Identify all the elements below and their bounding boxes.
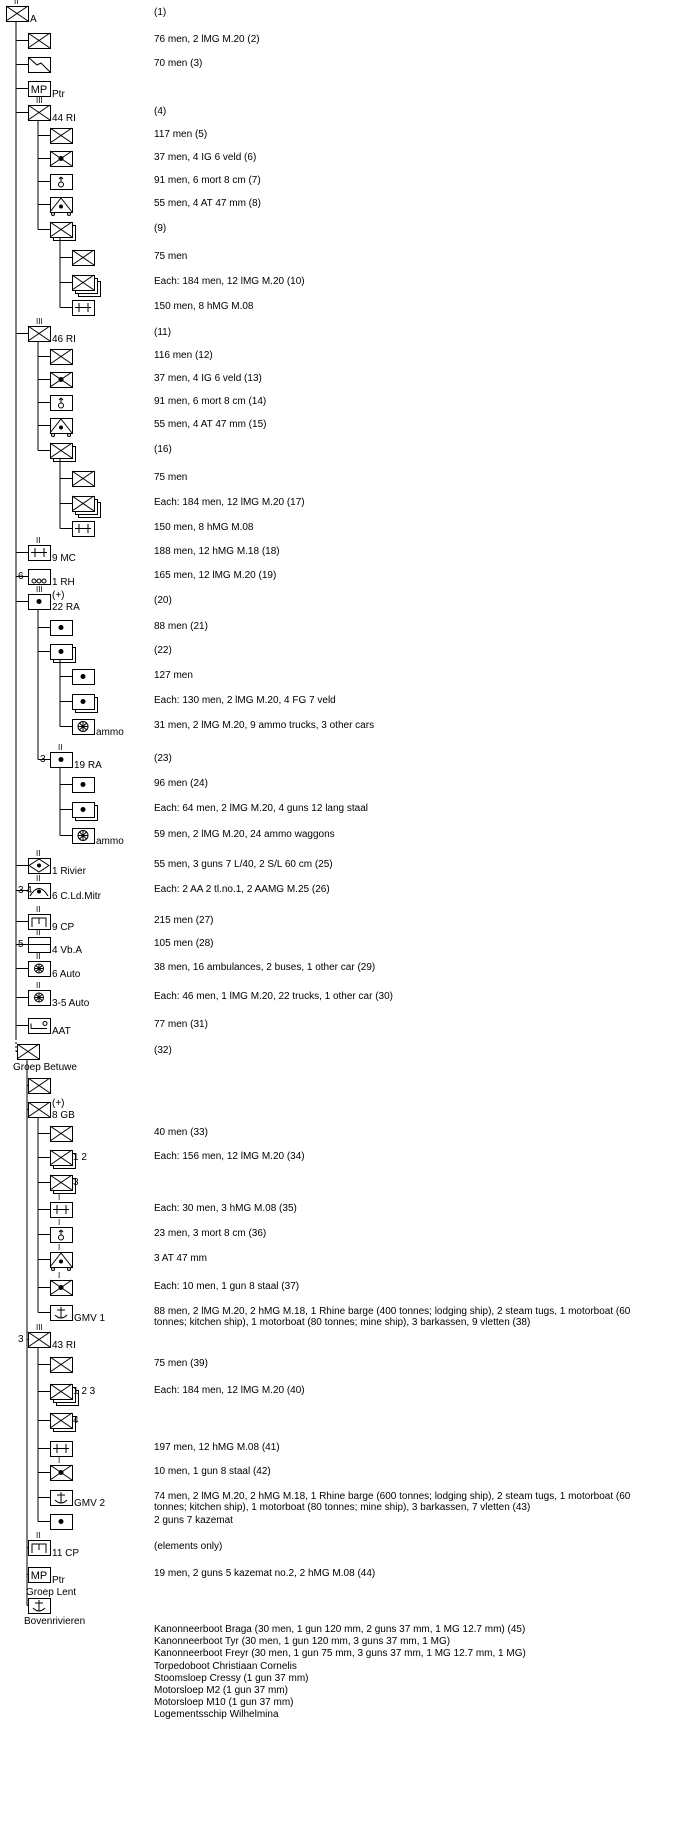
unit-description-50: Each: 10 men, 1 gun 8 staal (37)	[154, 1281, 300, 1292]
unit-label-29: ammo	[96, 727, 124, 738]
navy-vessel-3: Torpedoboot Christiaan Cornelis	[154, 1660, 297, 1672]
symbol-at-8-w1	[52, 213, 55, 216]
unit-description-44: 40 men (33)	[154, 1127, 208, 1138]
unit-label-35: 6 C.Ld.Mitr	[52, 891, 101, 902]
unit-description-45: Each: 156 men, 12 lMG M.20 (34)	[154, 1151, 305, 1162]
unit-description-10: 75 men	[154, 251, 188, 262]
unit-description-60: (elements only)	[154, 1541, 223, 1552]
symbol-at-49-w1	[52, 1268, 55, 1271]
unit-description-37: 105 men (28)	[154, 938, 214, 949]
multiplier-23: 6	[18, 571, 24, 582]
unit-description-13: (11)	[154, 327, 172, 338]
multiplier-30: 3	[40, 754, 46, 765]
unit-description-29: 31 men, 2 lMG M.20, 9 ammo trucks, 3 other cars	[154, 720, 375, 731]
echelon-mark-39: II	[36, 981, 41, 990]
reinforced-mark-43: (+)	[52, 1098, 65, 1109]
unit-box-40	[29, 1019, 51, 1034]
unit-label-0: A	[30, 14, 37, 25]
unit-description-17: 55 men, 4 AT 47 mm (15)	[154, 419, 267, 430]
unit-label-61: Ptr	[52, 1575, 65, 1586]
unit-label-24: 22 RA	[52, 602, 80, 613]
unit-description-32: Each: 64 men, 2 lMG M.20, 4 guns 12 lang staal	[154, 803, 369, 814]
unit-description-2: 70 men (3)	[154, 58, 203, 69]
unit-box-23	[29, 570, 51, 585]
unit-description-47: Each: 30 men, 3 hMG M.08 (35)	[154, 1203, 297, 1214]
battalion-numbers-54: 1 2 3	[73, 1386, 96, 1397]
unit-description-53: 75 men (39)	[154, 1358, 208, 1369]
navy-vessel-2: Kanonneerboot Freyr (30 men, 1 gun 75 mm, 3 guns 37 mm, 1 MG 12.7 mm, 1 MG)	[154, 1648, 526, 1660]
symbol-mp-61-text: MP	[30, 1570, 48, 1582]
unit-description-38: 38 men, 16 ambulances, 2 buses, 1 other car (29)	[154, 962, 376, 973]
unit-label-33: ammo	[96, 836, 124, 847]
unit-description-5: 117 men (5)	[154, 129, 208, 140]
unit-label-62: Bovenrivieren	[24, 1616, 86, 1627]
multiplier-35: 3 4	[18, 885, 32, 896]
unit-description-4: (4)	[154, 106, 167, 117]
unit-label-3: Ptr	[52, 89, 65, 100]
symbol-art-25-dot	[59, 625, 64, 630]
unit-label-38: 6 Auto	[52, 969, 81, 980]
echelon-mark-35: II	[36, 874, 41, 883]
navy-vessel-4: Stoomsloep Cressy (1 gun 37 mm)	[154, 1672, 309, 1684]
echelon-mark-48: I	[58, 1218, 61, 1227]
unit-description-59: 2 guns 7 kazemat	[154, 1515, 233, 1526]
symbol-at-8-dot	[59, 205, 63, 209]
unit-description-24: (20)	[154, 595, 172, 606]
unit-description-34: 55 men, 3 guns 7 L/40, 2 S/L 60 cm (25)	[154, 859, 333, 870]
unit-description-22: 188 men, 12 hMG M.18 (18)	[154, 546, 280, 557]
unit-description-12: 150 men, 8 hMG M.08	[154, 301, 254, 312]
symbol-art-59-dot	[59, 1519, 64, 1524]
unit-label-51: GMV 1	[74, 1313, 106, 1324]
unit-label-23: 1 RH	[52, 577, 75, 588]
symbol-art-28-dot	[81, 699, 86, 704]
navy-vessel-5: Motorsloep M2 (1 gun 37 mm)	[154, 1685, 288, 1696]
echelon-mark-60: II	[36, 1531, 41, 1540]
symbol-art-26-dot	[59, 649, 64, 654]
unit-description-27: 127 men	[154, 670, 193, 681]
unit-description-19: 75 men	[154, 472, 188, 483]
unit-description-61: 19 men, 2 guns 5 kazemat no.2, 2 hMG M.08 (44)	[154, 1568, 376, 1579]
unit-description-7: 91 men, 6 mort 8 cm (7)	[154, 175, 261, 186]
unit-description-20: Each: 184 men, 12 lMG M.20 (17)	[154, 497, 305, 508]
symbol-at-17-w1	[52, 434, 55, 437]
unit-label-60: 11 CP	[52, 1548, 80, 1559]
unit-label-52: 43 RI	[52, 1340, 76, 1351]
echelon-mark-13: III	[36, 317, 43, 326]
battalion-numbers-45: 1 2	[73, 1152, 87, 1163]
battalion-numbers-46: 3	[73, 1177, 79, 1188]
symbol-gun-15-dot	[59, 377, 64, 382]
unit-description-30: (23)	[154, 753, 172, 764]
unit-description-23: 165 men, 12 lMG M.20 (19)	[154, 570, 277, 581]
battalion-numbers-55: 4	[73, 1415, 79, 1426]
unit-description-31: 96 men (24)	[154, 778, 208, 789]
unit-label-41: Groep Betuwe	[13, 1062, 77, 1073]
unit-description-26: (22)	[154, 645, 172, 656]
symbol-at-8-w2	[68, 213, 71, 216]
multiplier-37: 5	[18, 939, 24, 950]
unit-description-14: 116 men (12)	[154, 350, 213, 361]
unit-label-37: 4 Vb.A	[52, 945, 83, 956]
unit-description-54: Each: 184 men, 12 lMG M.20 (40)	[154, 1385, 305, 1396]
unit-description-49: 3 AT 47 mm	[154, 1253, 207, 1264]
unit-label-58: GMV 2	[74, 1498, 106, 1509]
unit-description-25: 88 men (21)	[154, 621, 208, 632]
echelon-mark-49: I	[58, 1243, 61, 1252]
echelon-mark-38: II	[36, 952, 41, 961]
unit-description-39: Each: 46 men, 1 lMG M.20, 22 trucks, 1 other car (30)	[154, 991, 393, 1002]
symbol-gun-6-dot	[59, 156, 64, 161]
symbol-art-24-dot	[37, 599, 42, 604]
unit-label-40: AAT	[52, 1026, 71, 1037]
unit-description-8: 55 men, 4 AT 47 mm (8)	[154, 198, 261, 209]
unit-description-33: 59 men, 2 lMG M.20, 24 ammo waggons	[154, 829, 335, 840]
symbol-at-49-w2	[68, 1268, 71, 1271]
unit-description-40: 77 men (31)	[154, 1019, 208, 1030]
symbol-aa-35-dot	[37, 890, 41, 894]
unit-label-4: 44 RI	[52, 113, 76, 124]
symbol-at-17-dot	[59, 426, 63, 430]
unit-description-9: (9)	[154, 223, 167, 234]
symbol-art-31-dot	[81, 782, 86, 787]
unit-description-0: (1)	[154, 7, 167, 18]
unit-description-11: Each: 184 men, 12 lMG M.20 (10)	[154, 276, 305, 287]
echelon-mark-4: III	[36, 96, 43, 105]
unit-label-22: 9 MC	[52, 553, 76, 564]
unit-description-57: 10 men, 1 gun 8 staal (42)	[154, 1466, 271, 1477]
symbol-at-49-dot	[59, 1260, 63, 1264]
echelon-mark-37: II	[36, 928, 41, 937]
unit-description-16: 91 men, 6 mort 8 cm (14)	[154, 396, 267, 407]
echelon-mark-22: II	[36, 536, 41, 545]
symbol-searchlight-34-dot	[37, 864, 41, 868]
navy-vessel-0: Kanonneerboot Braga (30 men, 1 gun 120 mm, 2 guns 37 mm, 1 MG 12.7 mm) (45)	[154, 1624, 526, 1635]
unit-description-36: 215 men (27)	[154, 915, 214, 926]
unit-description-35: Each: 2 AA 2 tl.no.1, 2 AAMG M.25 (26)	[154, 884, 330, 895]
unit-description-18: (16)	[154, 444, 172, 455]
unit-description-58: 74 men, 2 lMG M.20, 2 hMG M.18, 1 Rhine barge (600 tonnes; lodging ship), 2 steam tugs, 1 motorboat (60 tonnes; kitchen ship), 1 motorboat (80 tonnes; mine ship), 3 barkassen, 7 vletten (43)	[154, 1491, 631, 1513]
unit-description-21: 150 men, 8 hMG M.08	[154, 522, 254, 533]
unit-description-48: 23 men, 3 mort 8 cm (36)	[154, 1228, 267, 1239]
unit-label-30: 19 RA	[74, 760, 102, 771]
unit-description-15: 37 men, 4 IG 6 veld (13)	[154, 373, 262, 384]
symbol-at-17-w2	[68, 434, 71, 437]
symbol-art-30-dot	[59, 757, 64, 762]
echelon-mark-0: II	[14, 0, 19, 6]
echelon-mark-47: I	[58, 1193, 61, 1202]
symbol-gun-57-dot	[59, 1470, 64, 1475]
unit-description-1: 76 men, 2 lMG M.20 (2)	[154, 34, 260, 45]
unit-label-13: 46 RI	[52, 334, 76, 345]
unit-label-43: 8 GB	[52, 1110, 75, 1121]
echelon-mark-34: II	[36, 849, 41, 858]
unit-sublabel-61: Groep Lent	[26, 1587, 77, 1598]
navy-vessel-1: Kanonneerboot Tyr (30 men, 1 gun 120 mm, 3 guns 37 mm, 1 MG)	[154, 1636, 451, 1648]
echelon-mark-50: I	[58, 1271, 61, 1280]
unit-description-6: 37 men, 4 IG 6 veld (6)	[154, 152, 257, 163]
symbol-mp-3-text: MP	[30, 84, 48, 96]
navy-vessel-7: Logementsschip Wilhelmina	[154, 1709, 279, 1721]
unit-description-28: Each: 130 men, 2 lMG M.20, 4 FG 7 veld	[154, 695, 336, 706]
symbol-gun-50-dot	[59, 1285, 64, 1290]
echelon-mark-30: II	[58, 743, 63, 752]
unit-description-41: (32)	[154, 1045, 172, 1056]
symbol-art-27-dot	[81, 674, 86, 679]
echelon-mark-52: III	[36, 1323, 43, 1332]
symbol-art-32-dot	[81, 807, 86, 812]
multiplier-52: 3	[18, 1334, 24, 1345]
unit-description-56: 197 men, 12 hMG M.08 (41)	[154, 1442, 280, 1453]
echelon-mark-36: II	[36, 905, 41, 914]
unit-label-39: 3-5 Auto	[52, 998, 90, 1009]
unit-label-36: 9 CP	[52, 922, 75, 933]
unit-description-51: 88 men, 2 lMG M.20, 2 hMG M.18, 1 Rhine barge (400 tonnes; lodging ship), 2 steam tugs, 1 motorboat (60 tonnes; kitchen ship), 1 motorboat (80 tonnes; mine ship), 3 barkassen, 9 vletten (38)	[154, 1306, 631, 1328]
unit-label-34: 1 Rivier	[52, 866, 86, 877]
echelon-mark-57: I	[58, 1456, 61, 1465]
reinforced-mark-24: (+)	[52, 590, 65, 601]
navy-vessel-6: Motorsloep M10 (1 gun 37 mm)	[154, 1697, 294, 1709]
echelon-mark-24: III	[36, 585, 43, 594]
